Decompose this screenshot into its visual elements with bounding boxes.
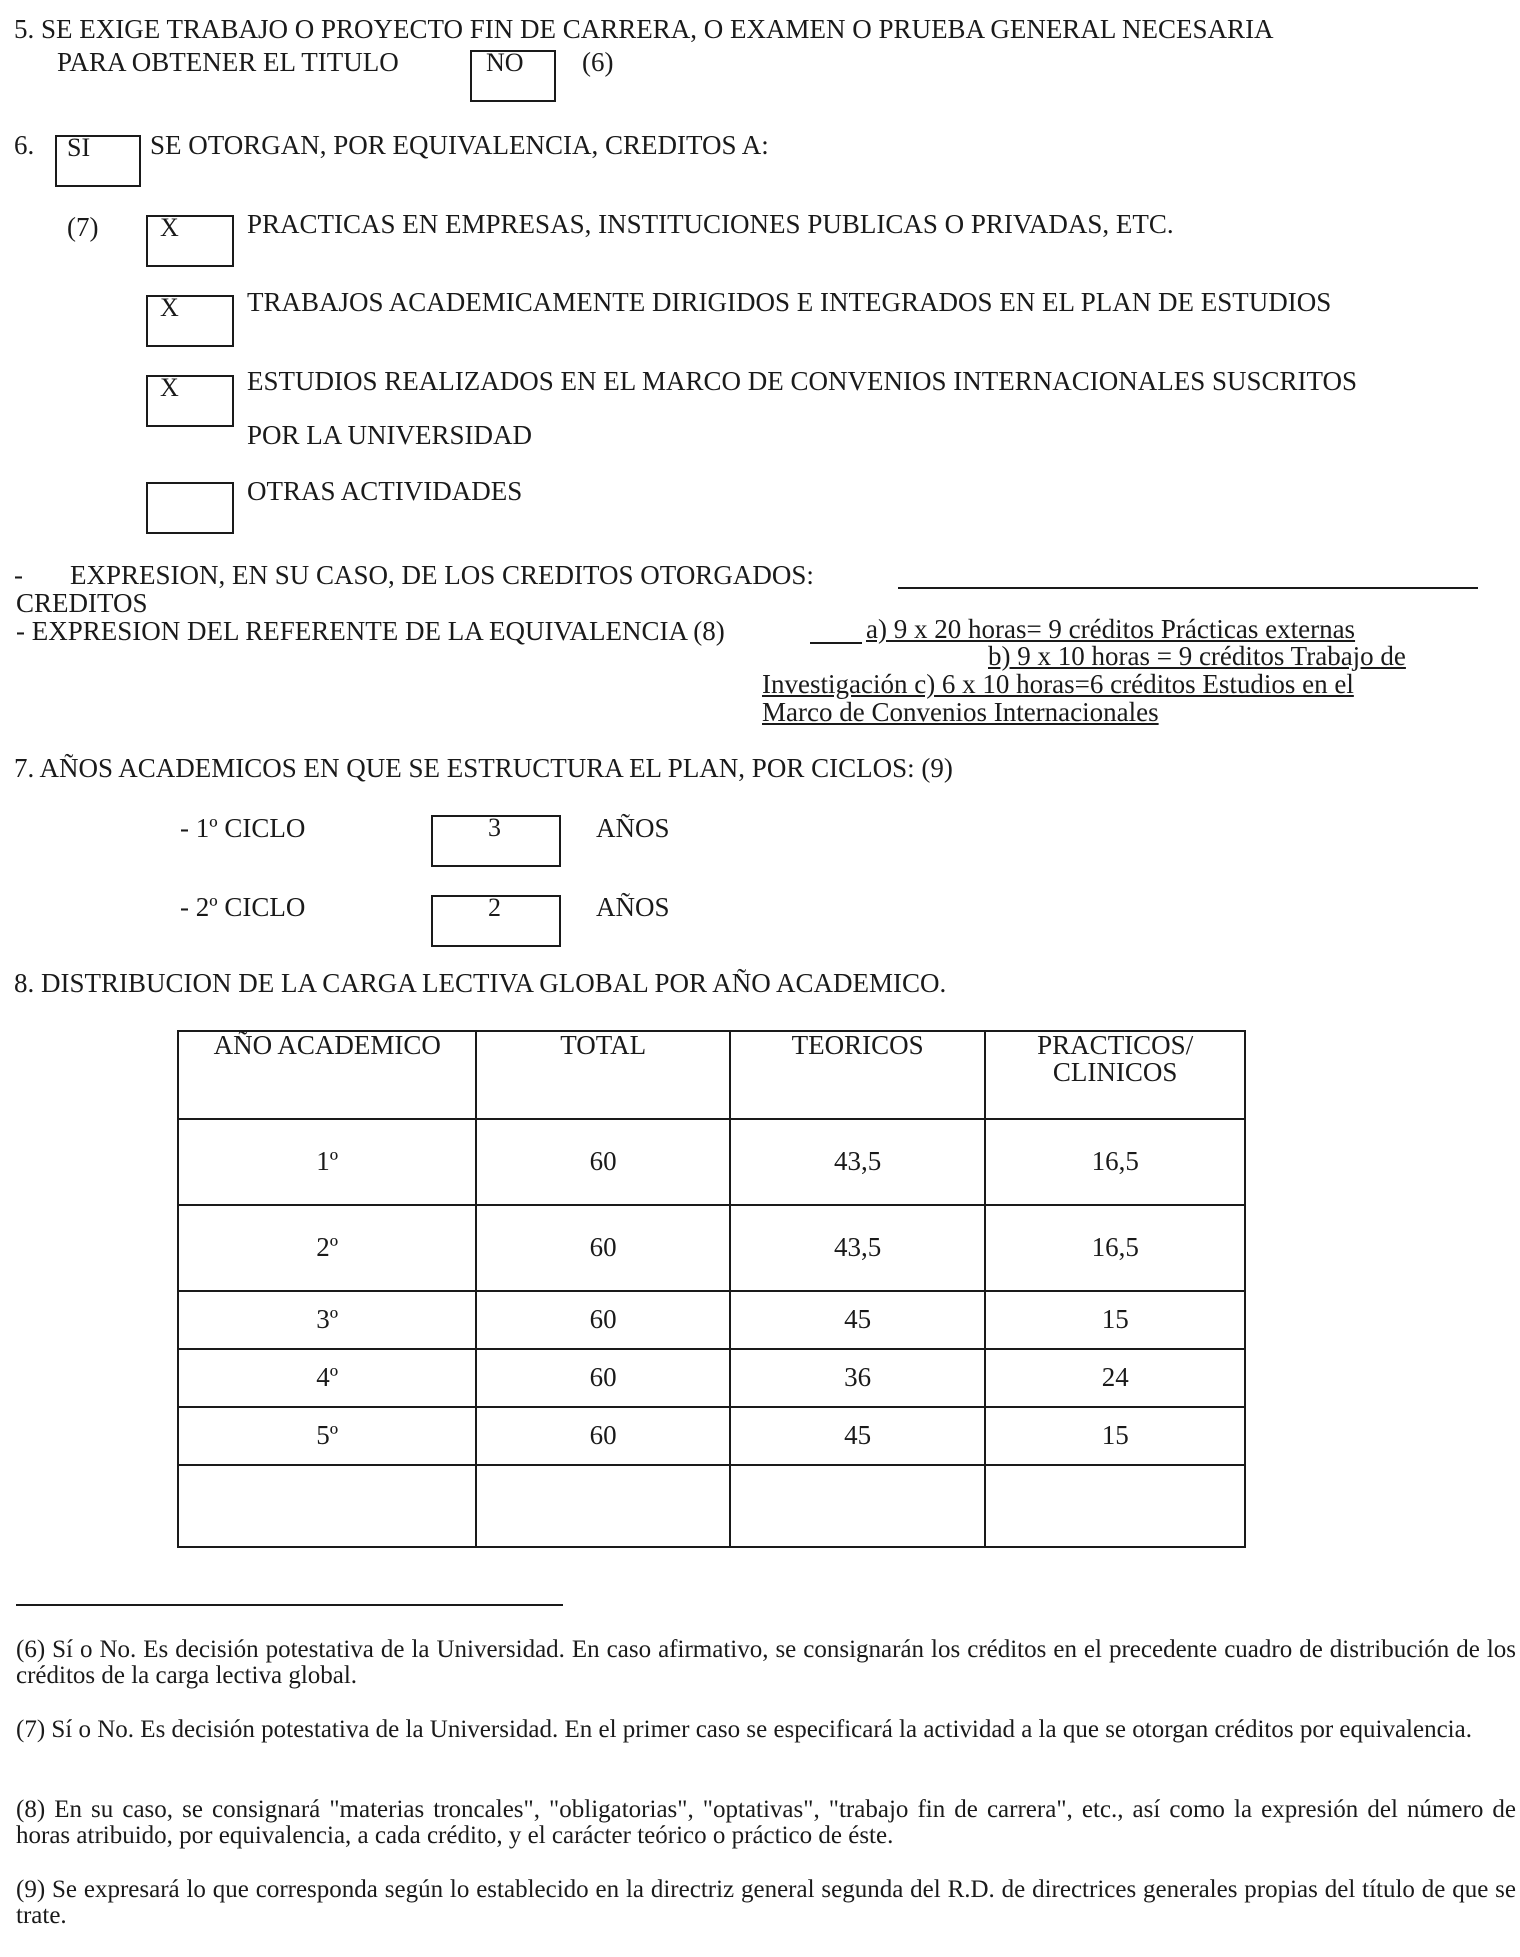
ciclo2-years-box[interactable]	[431, 895, 561, 947]
footnote-7: (7) Sí o No. Es decisión potestativa de la Universidad. En el primer caso se especificará la actividad a la que se otorgan créditos por equivalencia.	[16, 1716, 1472, 1743]
otras-checkbox[interactable]	[146, 482, 234, 534]
referente-c: Investigación c) 6 x 10 horas=6 créditos Estudios en el	[762, 669, 1354, 699]
section6-note: (7)	[67, 212, 99, 242]
referente-b: b) 9 x 10 horas = 9 créditos Trabajo de	[988, 641, 1406, 671]
table-row	[178, 1291, 1245, 1349]
ciclo2-unit: AÑOS	[596, 892, 670, 922]
section6-heading: SE OTORGAN, POR EQUIVALENCIA, CREDITOS A:	[150, 130, 769, 160]
practicas-mark: X	[160, 213, 179, 242]
footnote-separator	[16, 1604, 563, 1606]
row5-teoricos: 45	[730, 1407, 986, 1465]
row6-teoricos[interactable]	[730, 1465, 986, 1547]
ciclo1-label: - 1º CICLO	[180, 813, 306, 843]
header-practicos-line2: CLINICOS	[1052, 1057, 1178, 1087]
header-total: TOTAL	[476, 1031, 729, 1119]
creditos-blank-line[interactable]	[898, 587, 1478, 589]
row1-year: 1º	[178, 1119, 476, 1205]
header-ano-academico: AÑO ACADEMICO	[178, 1031, 476, 1119]
row4-practicos: 24	[985, 1349, 1245, 1407]
ciclo1-unit: AÑOS	[596, 813, 670, 843]
row2-teoricos: 43,5	[730, 1205, 986, 1291]
row3-teoricos: 45	[730, 1291, 986, 1349]
row1-practicos: 16,5	[985, 1119, 1245, 1205]
row3-year: 3º	[178, 1291, 476, 1349]
titulo-requirement-value: NO	[486, 48, 524, 77]
carga-lectiva-table	[177, 1030, 1246, 1548]
row6-total[interactable]	[476, 1465, 729, 1547]
trabajos-checkbox[interactable]	[146, 295, 234, 347]
referente-a: a) 9 x 20 horas= 9 créditos Prácticas externas	[866, 614, 1356, 644]
ciclo2-years-value: 2	[488, 893, 501, 922]
expresion-creditos-label: EXPRESION, EN SU CASO, DE LOS CREDITOS OTORGADOS:	[70, 560, 814, 590]
section5-line1: 5. SE EXIGE TRABAJO O PROYECTO FIN DE CARRERA, O EXAMEN O PRUEBA GENERAL NECESARIA	[14, 14, 1274, 44]
header-practicos-line1: PRACTICOS/	[1037, 1030, 1194, 1060]
table-row	[178, 1349, 1245, 1407]
trabajos-label: TRABAJOS ACADEMICAMENTE DIRIGIDOS E INTEGRADOS EN EL PLAN DE ESTUDIOS	[247, 287, 1332, 317]
ciclo1-years-value: 3	[488, 813, 501, 842]
convenios-label: ESTUDIOS REALIZADOS EN EL MARCO DE CONVENIOS INTERNACIONALES SUSCRITOS	[247, 366, 1358, 396]
convenios-label-cont: POR LA UNIVERSIDAD	[247, 420, 533, 450]
row4-total: 60	[476, 1349, 729, 1407]
otras-label: OTRAS ACTIVIDADES	[247, 476, 523, 506]
row2-total: 60	[476, 1205, 729, 1291]
convenios-checkbox[interactable]	[146, 375, 234, 427]
ciclo1-years-box[interactable]	[431, 815, 561, 867]
row6-year[interactable]	[178, 1465, 476, 1547]
table-row	[178, 1205, 1245, 1291]
row5-practicos: 15	[985, 1407, 1245, 1465]
table-row	[178, 1119, 1245, 1205]
row2-year: 2º	[178, 1205, 476, 1291]
row3-practicos: 15	[985, 1291, 1245, 1349]
expresion-referente-label: - EXPRESION DEL REFERENTE DE LA EQUIVALENCIA (8)	[16, 616, 725, 646]
row5-total: 60	[476, 1407, 729, 1465]
header-practicos	[985, 1031, 1245, 1119]
section5-line2: PARA OBTENER EL TITULO	[57, 47, 399, 77]
row1-total: 60	[476, 1119, 729, 1205]
convenios-mark: X	[160, 373, 179, 402]
row3-total: 60	[476, 1291, 729, 1349]
section7-heading: 7. AÑOS ACADEMICOS EN QUE SE ESTRUCTURA EL PLAN, POR CICLOS: (9)	[14, 753, 953, 783]
footnote-8: (8) En su caso, se consignará "materias troncales", "obligatorias", "optativas", "trabajo fin de carrera", etc., así como la expresión del número de horas atribuido, por equivalencia, a cada crédito, y el carácter teórico o práctico de éste.	[16, 1796, 1516, 1850]
row4-teoricos: 36	[730, 1349, 986, 1407]
table-header-row	[178, 1031, 1245, 1119]
section6-number: 6.	[14, 130, 35, 160]
section8-heading: 8. DISTRIBUCION DE LA CARGA LECTIVA GLOBAL POR AÑO ACADEMICO.	[14, 968, 947, 998]
practicas-checkbox[interactable]	[146, 215, 234, 267]
table-row-empty	[178, 1465, 1245, 1547]
header-teoricos: TEORICOS	[730, 1031, 986, 1119]
equivalencia-box[interactable]	[55, 135, 141, 187]
dash-bullet: -	[14, 560, 23, 590]
creditos-word: CREDITOS	[16, 588, 148, 618]
referente-d: Marco de Convenios Internacionales	[762, 697, 1159, 727]
referente-lead-line	[810, 642, 862, 644]
row4-year: 4º	[178, 1349, 476, 1407]
footnote-6: (6) Sí o No. Es decisión potestativa de la Universidad. En caso afirmativo, se consignarán los créditos en el precedente cuadro de distribución de los créditos de la carga lectiva global.	[16, 1636, 1516, 1690]
equivalencia-value: SI	[67, 133, 91, 162]
row6-practicos[interactable]	[985, 1465, 1245, 1547]
footnote-9: (9) Se expresará lo que corresponda según lo establecido en la directriz general segunda del R.D. de directrices generales propias del título de que se trate.	[16, 1876, 1516, 1930]
row5-year: 5º	[178, 1407, 476, 1465]
section5-note: (6)	[582, 47, 614, 77]
table-row	[178, 1407, 1245, 1465]
row1-teoricos: 43,5	[730, 1119, 986, 1205]
row2-practicos: 16,5	[985, 1205, 1245, 1291]
practicas-label: PRACTICAS EN EMPRESAS, INSTITUCIONES PUBLICAS O PRIVADAS, ETC.	[247, 209, 1174, 239]
trabajos-mark: X	[160, 293, 179, 322]
titulo-requirement-box[interactable]	[470, 50, 556, 102]
ciclo2-label: - 2º CICLO	[180, 892, 306, 922]
